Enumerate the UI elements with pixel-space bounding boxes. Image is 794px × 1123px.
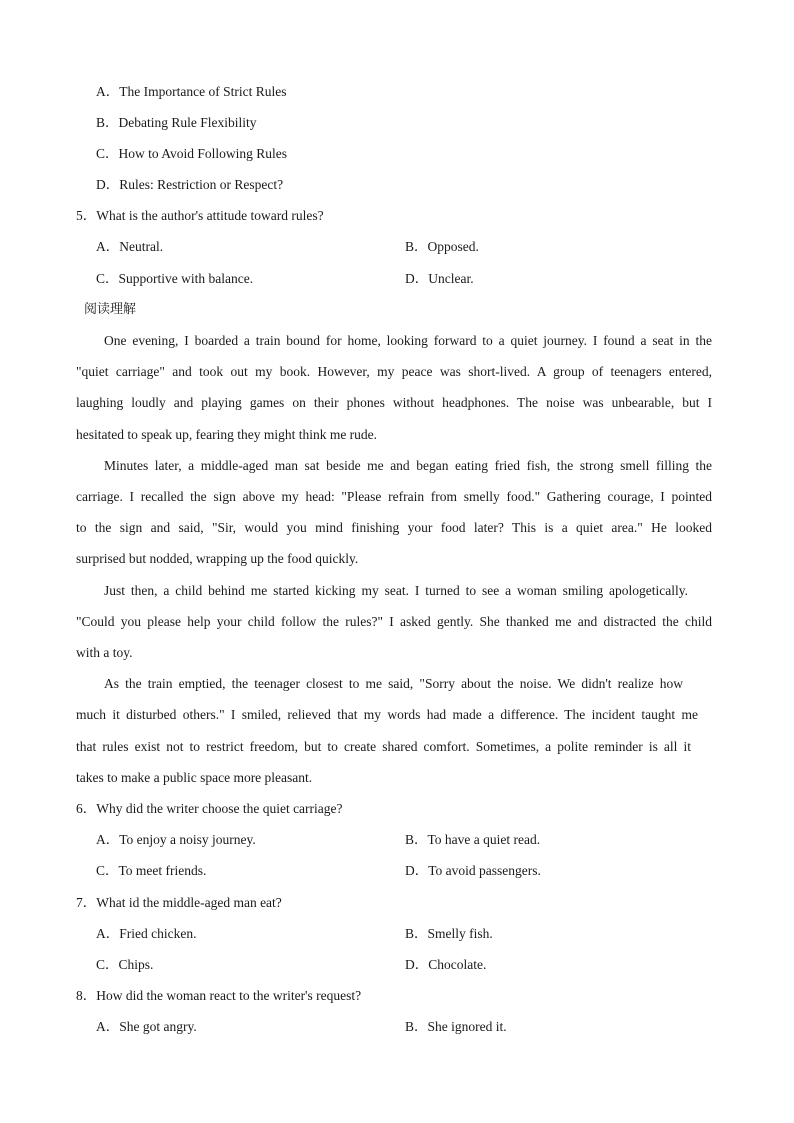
q6-option-c: C．To meet friends. (96, 863, 207, 878)
q5-stem: 5．What is the author's attitude toward rules? (76, 208, 324, 223)
q5-option-c: C．Supportive with balance. (96, 271, 254, 286)
passage-line: carriage. I recalled the sign above my head: "Please refrain from smelly food." Gathering courage, I pointed (76, 489, 712, 504)
passage-line: to the sign and said, "Sir, would you mind finishing your food later? This is a quiet area." He looked (76, 520, 712, 535)
passage-line: with a toy. (76, 645, 133, 660)
section-title: 阅读理解 (84, 302, 137, 317)
q8-option-b: B．She ignored it. (405, 1019, 507, 1034)
passage-line: that rules exist not to restrict freedom, but to create shared comfort. Sometimes, a polite reminder is all it (76, 739, 691, 754)
q6-option-b: B．To have a quiet read. (405, 832, 541, 847)
passage-line: As the train emptied, the teenager closest to me said, "Sorry about the noise. We didn't realize how (104, 676, 683, 691)
q6-stem: 6．Why did the writer choose the quiet carriage? (76, 801, 343, 816)
q4-option-b: B．Debating Rule Flexibility (96, 115, 257, 130)
passage-line: much it disturbed others." I smiled, relieved that my words had made a difference. The incident taught me (76, 707, 698, 722)
q4-option-d: D．Rules: Restriction or Respect? (96, 177, 284, 192)
passage-line: Just then, a child behind me started kicking my seat. I turned to see a woman smiling apologetically. (104, 583, 688, 598)
passage-line: One evening, I boarded a train bound for home, looking forward to a quiet journey. I found a seat in the (104, 333, 712, 348)
q8-stem: 8．How did the woman react to the writer's request? (76, 988, 362, 1003)
q7-option-d: D．Chocolate. (405, 957, 487, 972)
q7-option-c: C．Chips. (96, 957, 154, 972)
q4-option-c: C．How to Avoid Following Rules (96, 146, 288, 161)
q5-option-d: D．Unclear. (405, 271, 474, 286)
q8-option-a: A．She got angry. (96, 1019, 197, 1034)
q6-option-a: A．To enjoy a noisy journey. (96, 832, 256, 847)
passage-line: surprised but nodded, wrapping up the food quickly. (76, 551, 359, 566)
passage-line: hesitated to speak up, fearing they might think me rude. (76, 427, 378, 442)
q5-option-b: B．Opposed. (405, 239, 479, 254)
q6-option-d: D．To avoid passengers. (405, 863, 541, 878)
passage-line: "quiet carriage" and took out my book. However, my peace was short-lived. A group of teenagers entered, (76, 364, 712, 379)
q7-stem: 7．What id the middle-aged man eat? (76, 895, 282, 910)
q7-option-b: B．Smelly fish. (405, 926, 493, 941)
passage-line: takes to make a public space more pleasant. (76, 770, 313, 785)
passage-line: laughing loudly and playing games on their phones without headphones. The noise was unbearable, but I (76, 395, 712, 410)
q4-option-a: A．The Importance of Strict Rules (96, 84, 287, 99)
q5-option-a: A．Neutral. (96, 239, 164, 254)
passage-line: Minutes later, a middle-aged man sat beside me and began eating fried fish, the strong smell filling the (104, 458, 712, 473)
passage-line: "Could you please help your child follow the rules?" I asked gently. She thanked me and distracted the child (76, 614, 712, 629)
q7-option-a: A．Fried chicken. (96, 926, 197, 941)
